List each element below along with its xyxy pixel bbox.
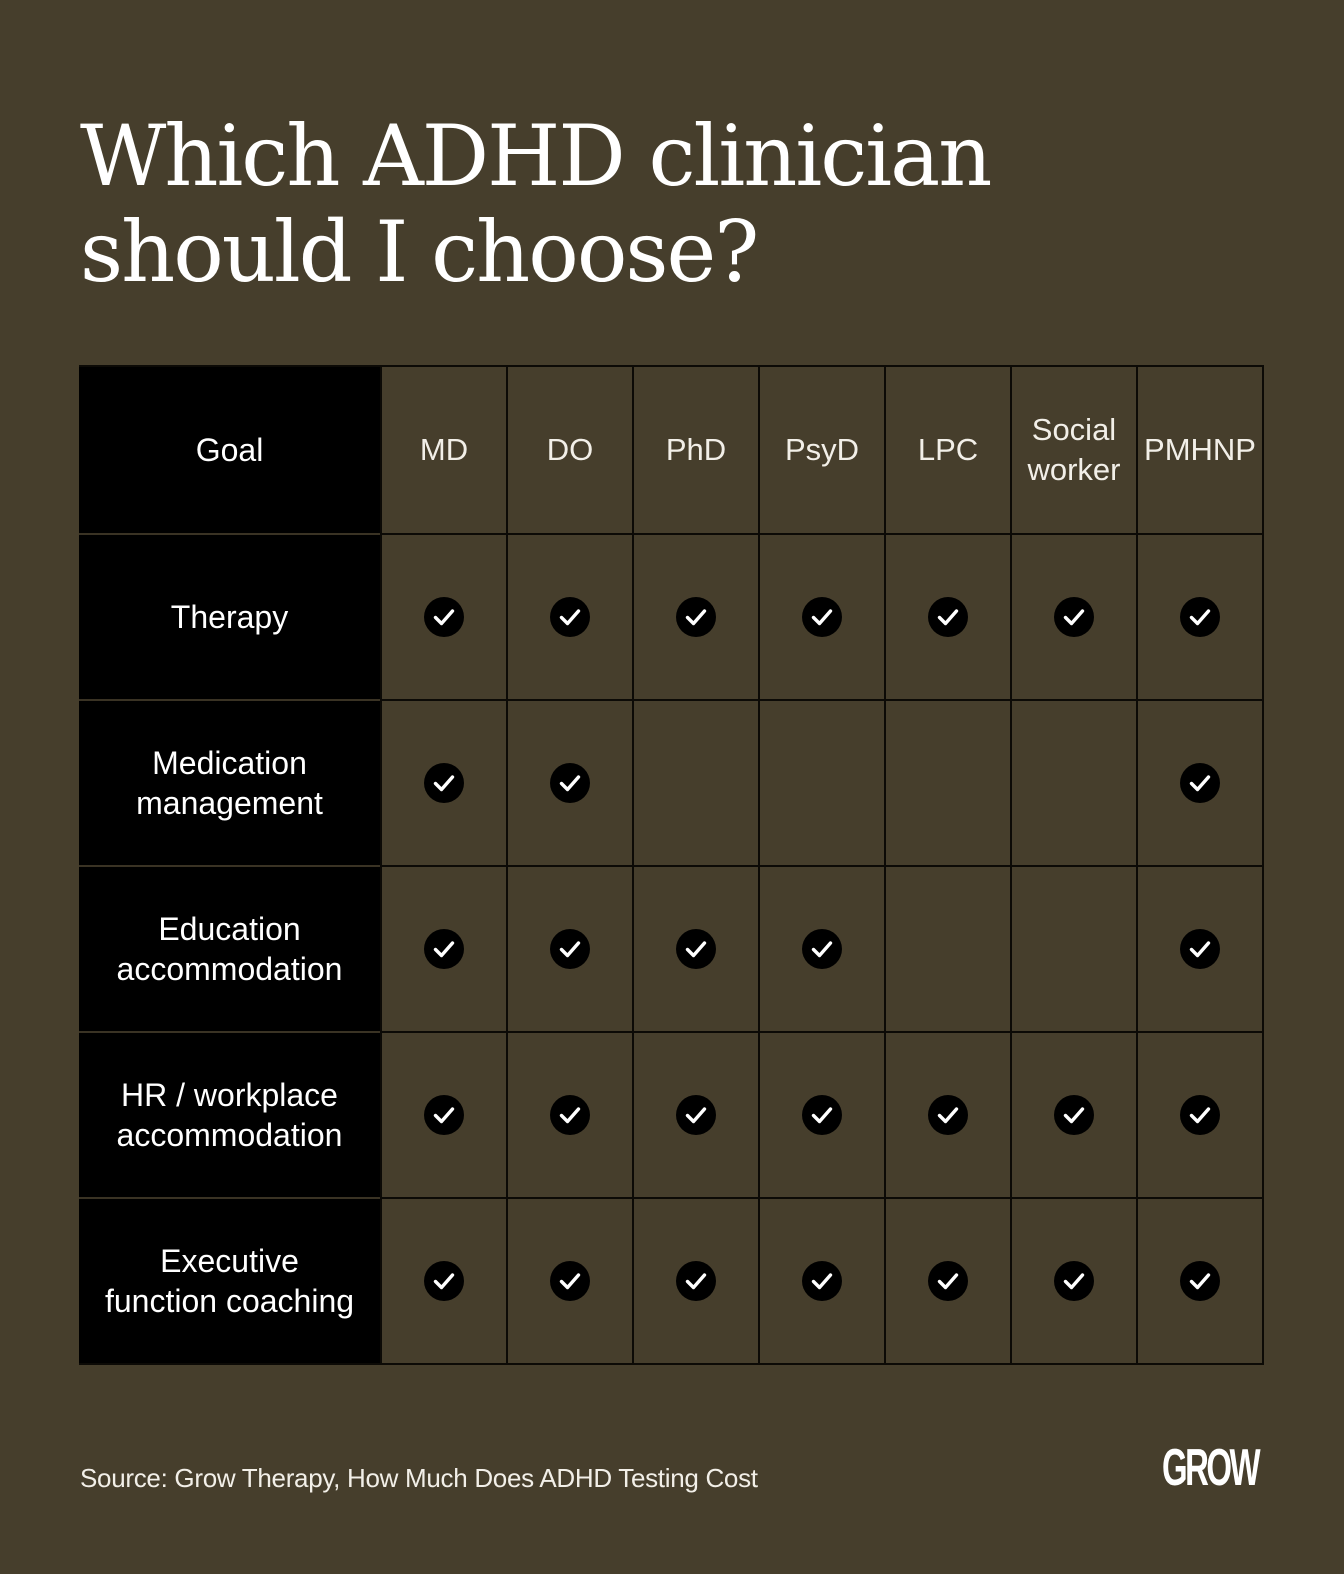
- check-icon: [676, 597, 716, 637]
- check-icon: [550, 763, 590, 803]
- cell-psyd: [758, 1197, 884, 1363]
- header-phd: [632, 367, 758, 533]
- check-icon: [1180, 929, 1220, 969]
- header-lpc-label: LPC: [917, 432, 979, 467]
- cell-do: [506, 533, 632, 699]
- cell-md: [380, 1031, 506, 1197]
- header-pmhnp: [1136, 367, 1262, 533]
- cell-phd: [632, 865, 758, 1031]
- header-goal-label: Goal: [195, 432, 264, 468]
- cell-social-worker: [1010, 533, 1136, 699]
- grow-logo: [1160, 1439, 1262, 1497]
- goal-label-line: management: [136, 785, 323, 821]
- cell-social-worker: [1010, 865, 1136, 1031]
- header-do-label: DO: [546, 432, 594, 467]
- check-icon: [1180, 763, 1220, 803]
- header-psyd: [758, 367, 884, 533]
- cell-md: [380, 865, 506, 1031]
- check-icon: [424, 597, 464, 637]
- title-line-2: should I choose?: [80, 203, 758, 301]
- check-icon: [1054, 1261, 1094, 1301]
- cell-do: [506, 1031, 632, 1197]
- cell-psyd: [758, 1031, 884, 1197]
- cell-social-worker: [1010, 699, 1136, 865]
- cell-pmhnp: [1136, 1197, 1262, 1363]
- header-social-worker: [1010, 367, 1136, 533]
- check-icon: [802, 597, 842, 637]
- check-icon: [424, 1261, 464, 1301]
- goal-label-line: Education: [158, 911, 301, 947]
- cell-psyd: [758, 533, 884, 699]
- cell-md: [380, 699, 506, 865]
- goal-cell: [79, 865, 380, 1031]
- header-psyd-label: PsyD: [784, 432, 860, 467]
- cell-do: [506, 1197, 632, 1363]
- goal-label-line: accommodation: [116, 1117, 343, 1153]
- page-title: [80, 108, 1260, 300]
- check-icon: [1054, 1095, 1094, 1135]
- check-icon: [928, 1095, 968, 1135]
- cell-lpc: [884, 865, 1010, 1031]
- check-icon: [928, 1261, 968, 1301]
- cell-do: [506, 699, 632, 865]
- cell-md: [380, 533, 506, 699]
- check-icon: [424, 763, 464, 803]
- clinician-comparison-table: [79, 365, 1264, 1365]
- check-icon: [550, 597, 590, 637]
- check-icon: [1054, 597, 1094, 637]
- cell-phd: [632, 1031, 758, 1197]
- goal-cell: [79, 1031, 380, 1197]
- check-icon: [1180, 1095, 1220, 1135]
- header-md: [380, 367, 506, 533]
- header-social-worker-line-1: Social: [1031, 412, 1117, 447]
- goal-cell: [79, 1197, 380, 1363]
- source-note: Source: Grow Therapy, How Much Does ADHD Testing Cost: [80, 1463, 758, 1493]
- goal-label-line: Medication: [152, 745, 307, 781]
- goal-cell: [79, 533, 380, 699]
- check-icon: [676, 1095, 716, 1135]
- check-icon: [676, 1261, 716, 1301]
- goal-cell: [79, 699, 380, 865]
- header-md-label: MD: [419, 432, 469, 467]
- cell-do: [506, 865, 632, 1031]
- check-icon: [802, 1261, 842, 1301]
- cell-lpc: [884, 1197, 1010, 1363]
- cell-lpc: [884, 1031, 1010, 1197]
- check-icon: [1180, 1261, 1220, 1301]
- cell-psyd: [758, 865, 884, 1031]
- check-icon: [802, 929, 842, 969]
- check-icon: [802, 1095, 842, 1135]
- header-social-worker-line-2: worker: [1027, 452, 1121, 487]
- goal-label-line: function coaching: [104, 1283, 355, 1319]
- header-phd-label: PhD: [665, 432, 727, 467]
- header-pmhnp-label: PMHNP: [1144, 432, 1256, 467]
- cell-phd: [632, 533, 758, 699]
- check-icon: [676, 929, 716, 969]
- cell-pmhnp: [1136, 533, 1262, 699]
- cell-pmhnp: [1136, 1031, 1262, 1197]
- header-do: [506, 367, 632, 533]
- cell-psyd: [758, 699, 884, 865]
- cell-pmhnp: [1136, 865, 1262, 1031]
- check-icon: [550, 929, 590, 969]
- check-icon: [928, 597, 968, 637]
- cell-phd: [632, 1197, 758, 1363]
- goal-label-line: accommodation: [116, 951, 343, 987]
- cell-pmhnp: [1136, 699, 1262, 865]
- goal-label-line: HR / workplace: [121, 1077, 338, 1113]
- svg-text:GROW: GROW: [1162, 1439, 1262, 1497]
- goal-label-line: Executive: [160, 1243, 299, 1279]
- header-goal: [79, 367, 380, 533]
- cell-social-worker: [1010, 1197, 1136, 1363]
- check-icon: [1180, 597, 1220, 637]
- check-icon: [424, 1095, 464, 1135]
- cell-md: [380, 1197, 506, 1363]
- goal-label-line: Therapy: [170, 599, 289, 635]
- check-icon: [550, 1261, 590, 1301]
- title-line-1: Which ADHD clinician: [80, 107, 991, 205]
- check-icon: [424, 929, 464, 969]
- cell-phd: [632, 699, 758, 865]
- cell-lpc: [884, 699, 1010, 865]
- cell-lpc: [884, 533, 1010, 699]
- check-icon: [550, 1095, 590, 1135]
- header-lpc: [884, 367, 1010, 533]
- cell-social-worker: [1010, 1031, 1136, 1197]
